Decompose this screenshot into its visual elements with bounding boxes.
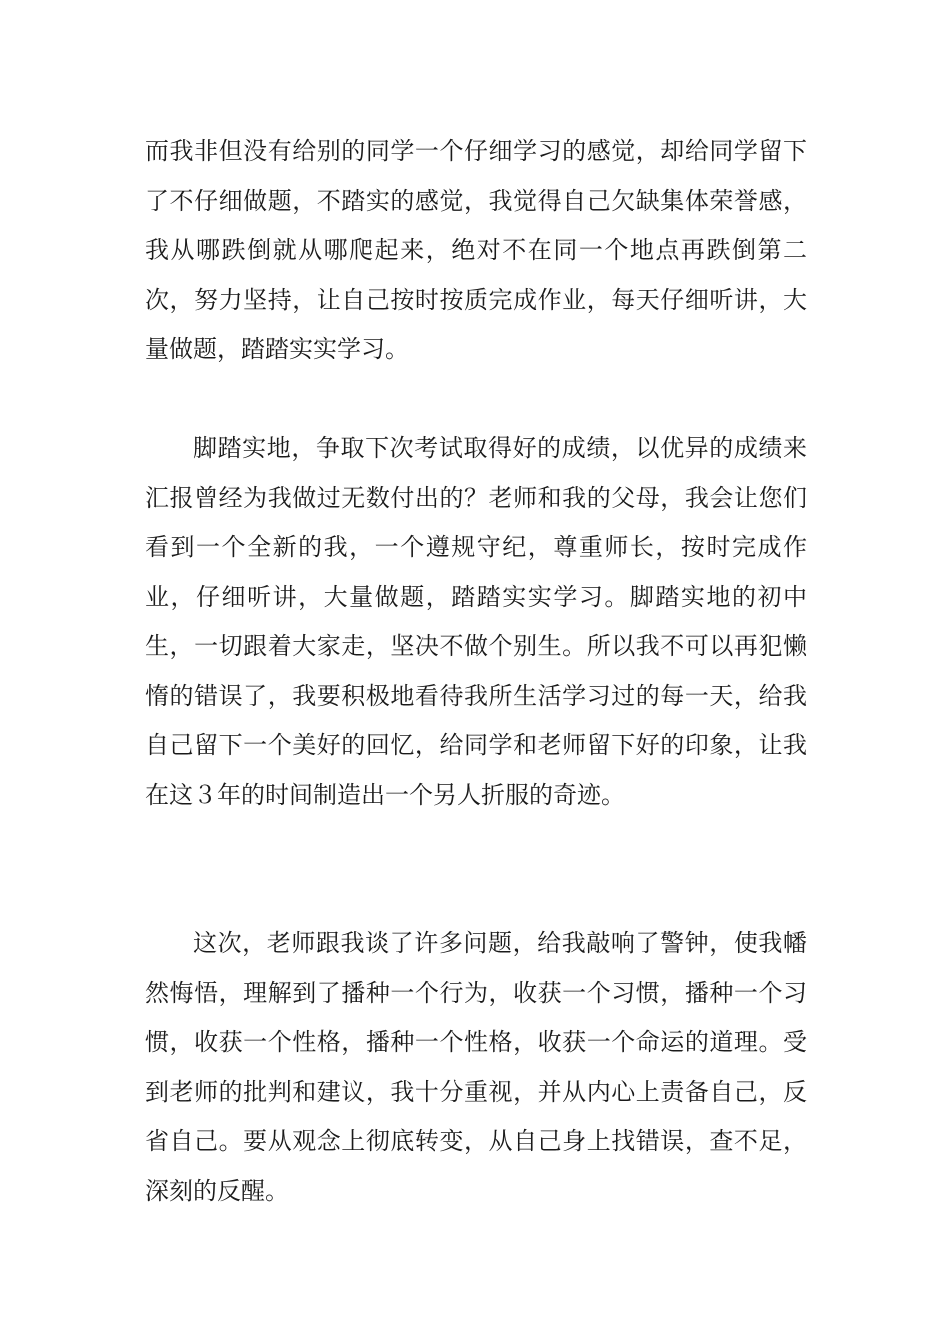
paragraph-2: 脚踏实地，争取下次考试取得好的成绩，以优异的成绩来汇报曾经为我做过无数付出的？老师和我的父母，我会让您们看到一个全新的我，一个遵规守纪，尊重师长，按时完成作业，仔细听讲，大量做题，踏踏实实学习。脚踏实地的初中生，一切跟着大家走，坚决不做个别生。所以我不可以再犯懒惰的错误了，我要积极地看待我所生活学习过的每一天，给我自己留下一个美好的回忆，给同学和老师留下好的印象，让我在这３年的时间制造出一个另人折服的奇迹。 (145, 434, 807, 809)
paragraph-1: 而我非但没有给别的同学一个仔细学习的感觉，却给同学留下了不仔细做题，不踏实的感觉，我觉得自己欠缺集体荣誉感，我从哪跌倒就从哪爬起来，绝对不在同一个地点再跌倒第二次，努力坚持，让自己按时按质完成作业，每天仔细听讲，大量做题，踏踏实实学习。 (145, 137, 807, 363)
paragraph-3: 这次，老师跟我谈了许多问题，给我敲响了警钟，使我幡然悔悟，理解到了播种一个行为，收获一个习惯，播种一个习惯，收获一个性格，播种一个性格，收获一个命运的道理。受到老师的批判和建议，我十分重视，并从内心上责备自己，反省自己。要从观念上彻底转变，从自己身上找错误，查不足，深刻的反醒。 (145, 929, 807, 1205)
